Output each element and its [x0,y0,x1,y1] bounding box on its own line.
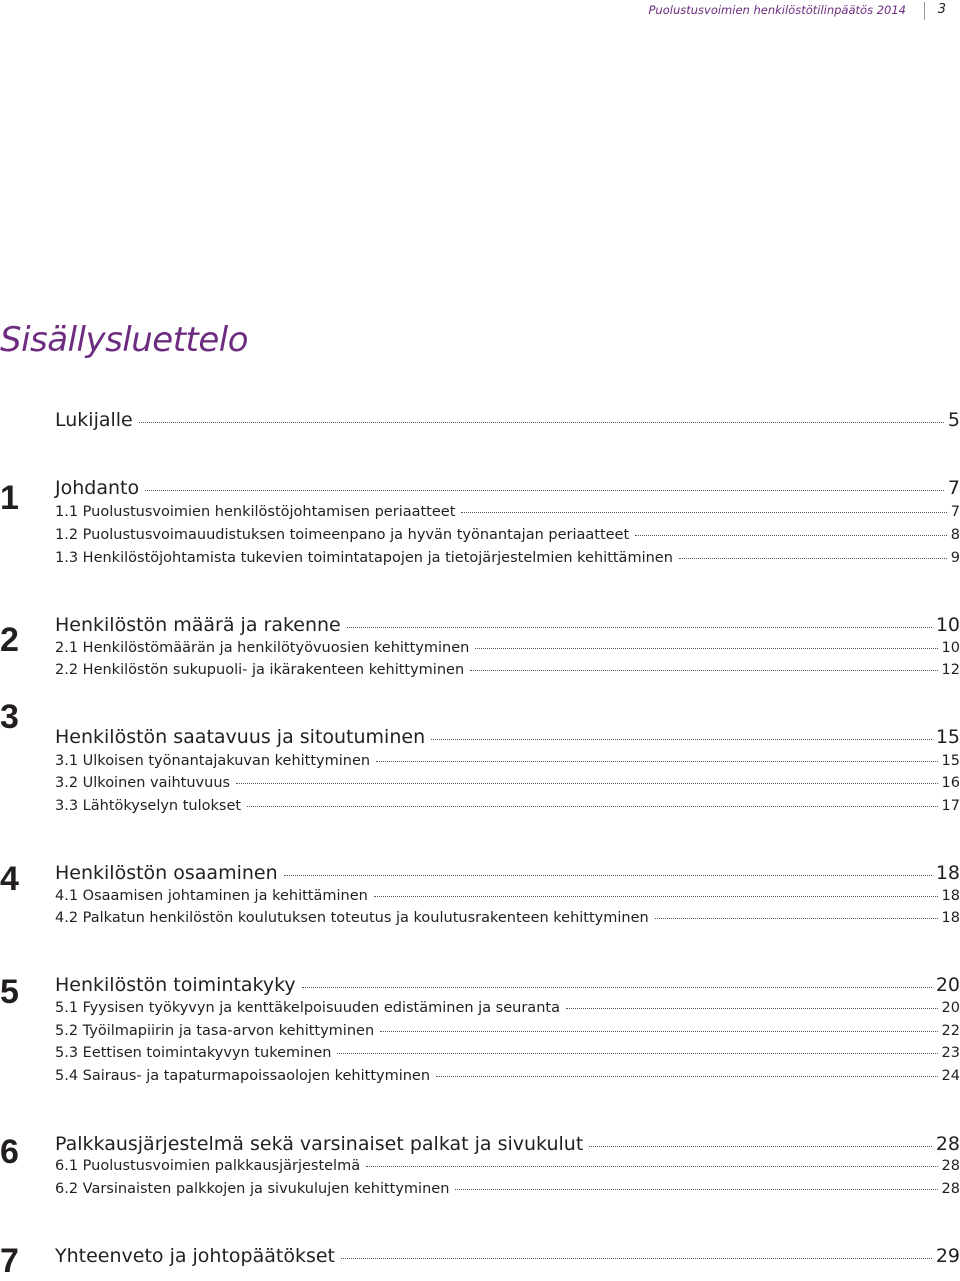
toc-entry-page: 16 [941,775,960,791]
toc-entry-page: 9 [950,550,960,566]
toc-entry-page: 10 [935,614,960,636]
toc-entry-text: 4.2 Palkatun henkilöstön koulutuksen toteutus ja koulutusrakenteen kehittyminen [55,910,649,926]
toc-entry-text: Yhteenveto ja johtopäätökset [55,1245,336,1267]
section-number-1: 1 [0,479,19,517]
page-number: 3 [937,2,946,17]
dot-leader [470,669,937,671]
toc-entry-5-1[interactable] [55,997,960,1019]
toc-entry-3-3[interactable] [55,795,960,817]
toc-entry-page: 24 [941,1068,960,1084]
toc-entry-text: 2.2 Henkilöstön sukupuoli- ja ikärakenteen kehittyminen [55,662,465,678]
toc-entry-lukijalle[interactable] [55,407,960,433]
toc-entry-page: 10 [941,640,960,656]
toc-entry-text: Henkilöstön saatavuus ja sitoutuminen [55,726,426,748]
toc-entry-page: 5 [947,409,960,431]
toc-entry-page: 8 [950,527,960,543]
dot-leader [380,1030,937,1032]
dot-leader [145,489,944,491]
toc-entry-text: 3.1 Ulkoisen työnantajakuvan kehittyminen [55,753,371,769]
toc-entry-text: 6.1 Puolustusvoimien palkkausjärjestelmä [55,1158,361,1174]
toc-entry-4-1[interactable] [55,885,960,907]
toc-entry-text: 4.1 Osaamisen johtaminen ja kehittäminen [55,888,368,904]
toc-title: Sisällysluettelo [0,320,249,360]
toc-entry-4-2[interactable] [55,907,960,929]
toc-entry-page: 15 [941,753,960,769]
dot-leader [679,557,947,559]
section-number-3: 3 [0,698,19,736]
toc-entry-text: 5.1 Fyysisen työkyvyn ja kenttäkelpoisuuden edistäminen ja seuranta [55,1000,560,1016]
toc-entry-text: 1.2 Puolustusvoimauudistuksen toimeenpano ja hyvän työnantajan periaatteet [55,527,630,543]
toc-entry-page: 28 [941,1181,960,1197]
toc-entry-chapter-3[interactable] [55,724,960,750]
toc-entry-5-4[interactable] [55,1065,960,1087]
dot-leader [655,917,938,919]
toc-entry-text: 2.1 Henkilöstömäärän ja henkilötyövuosien kehittyminen [55,640,470,656]
dot-leader [236,782,937,784]
dot-leader [635,534,947,536]
toc-entry-chapter-4[interactable] [55,860,960,886]
section-number-4: 4 [0,860,19,898]
toc-entry-text: Lukijalle [55,409,133,431]
dot-leader [566,1007,938,1009]
toc-entry-6-1[interactable] [55,1155,960,1177]
dot-leader [366,1165,937,1167]
toc-entry-1-1[interactable] [55,501,960,523]
toc-entry-text: 5.3 Eettisen toimintakyvyn tukeminen [55,1045,332,1061]
toc-entry-text: 5.2 Työilmapiirin ja tasa-arvon kehittyminen [55,1023,375,1039]
toc-entry-page: 18 [935,862,960,884]
toc-entry-page: 12 [941,662,960,678]
toc-entry-text: Johdanto [55,477,140,499]
toc-entry-text: 3.2 Ulkoinen vaihtuvuus [55,775,231,791]
toc-entry-text: Henkilöstön toimintakyky [55,974,296,996]
toc-entry-page: 28 [935,1133,960,1155]
toc-entry-page: 20 [935,974,960,996]
toc-entry-text: 1.3 Henkilöstöjohtamista tukevien toimintatapojen ja tietojärjestelmien kehittäminen [55,550,673,566]
toc-entry-3-1[interactable] [55,750,960,772]
section-number-5: 5 [0,973,19,1011]
toc-entry-page: 29 [935,1245,960,1267]
dot-leader [139,421,944,423]
toc-entry-chapter-5[interactable] [55,972,960,998]
dot-leader [376,760,937,762]
toc-entry-6-2[interactable] [55,1178,960,1200]
toc-entry-chapter-1[interactable] [55,475,960,501]
toc-entry-text: 5.4 Sairaus- ja tapaturmapoissaolojen kehittyminen [55,1068,431,1084]
dot-leader [284,874,932,876]
toc-entry-text: Palkkausjärjestelmä sekä varsinaiset palkat ja sivukulut [55,1133,584,1155]
dot-leader [461,511,946,513]
running-head-title: Puolustusvoimien henkilöstötilinpäätös 2014 [648,3,906,17]
toc-entry-page: 20 [941,1000,960,1016]
toc-entry-text: 1.1 Puolustusvoimien henkilöstöjohtamisen periaatteet [55,504,456,520]
toc-entry-page: 7 [947,477,960,499]
dot-leader [341,1257,932,1259]
toc-entry-text: 3.3 Lähtökyselyn tulokset [55,798,242,814]
toc-entry-text: Henkilöstön osaaminen [55,862,278,884]
toc-entry-chapter-6[interactable] [55,1131,960,1157]
toc-entry-1-3[interactable] [55,547,960,569]
toc-entry-page: 28 [941,1158,960,1174]
toc-entry-page: 23 [941,1045,960,1061]
toc-entry-page: 18 [941,888,960,904]
dot-leader [374,895,938,897]
toc-entry-page: 7 [950,504,960,520]
toc-entry-1-2[interactable] [55,524,960,546]
section-number-2: 2 [0,621,19,659]
dot-leader [475,647,937,649]
toc-entry-text: Henkilöstön määrä ja rakenne [55,614,341,636]
dot-leader [431,738,932,740]
toc-entry-chapter-2[interactable] [55,612,960,638]
toc-entry-2-2[interactable] [55,659,960,681]
toc-entry-5-3[interactable] [55,1042,960,1064]
dot-leader [436,1075,938,1077]
toc-entry-chapter-7[interactable] [55,1243,960,1269]
toc-entry-5-2[interactable] [55,1020,960,1042]
toc-entry-page: 17 [941,798,960,814]
dot-leader [337,1052,937,1054]
toc-entry-page: 22 [941,1023,960,1039]
toc-entry-page: 15 [935,726,960,748]
toc-entry-3-2[interactable] [55,772,960,794]
toc-entry-page: 18 [941,910,960,926]
dot-leader [347,626,932,628]
section-number-6: 6 [0,1133,19,1171]
toc-entry-2-1[interactable] [55,637,960,659]
dot-leader [589,1145,932,1147]
dot-leader [455,1188,937,1190]
dot-leader [247,805,937,807]
dot-leader [302,986,932,988]
section-number-7: 7 [0,1242,19,1280]
toc-entry-text: 6.2 Varsinaisten palkkojen ja sivukulujen kehittyminen [55,1181,450,1197]
